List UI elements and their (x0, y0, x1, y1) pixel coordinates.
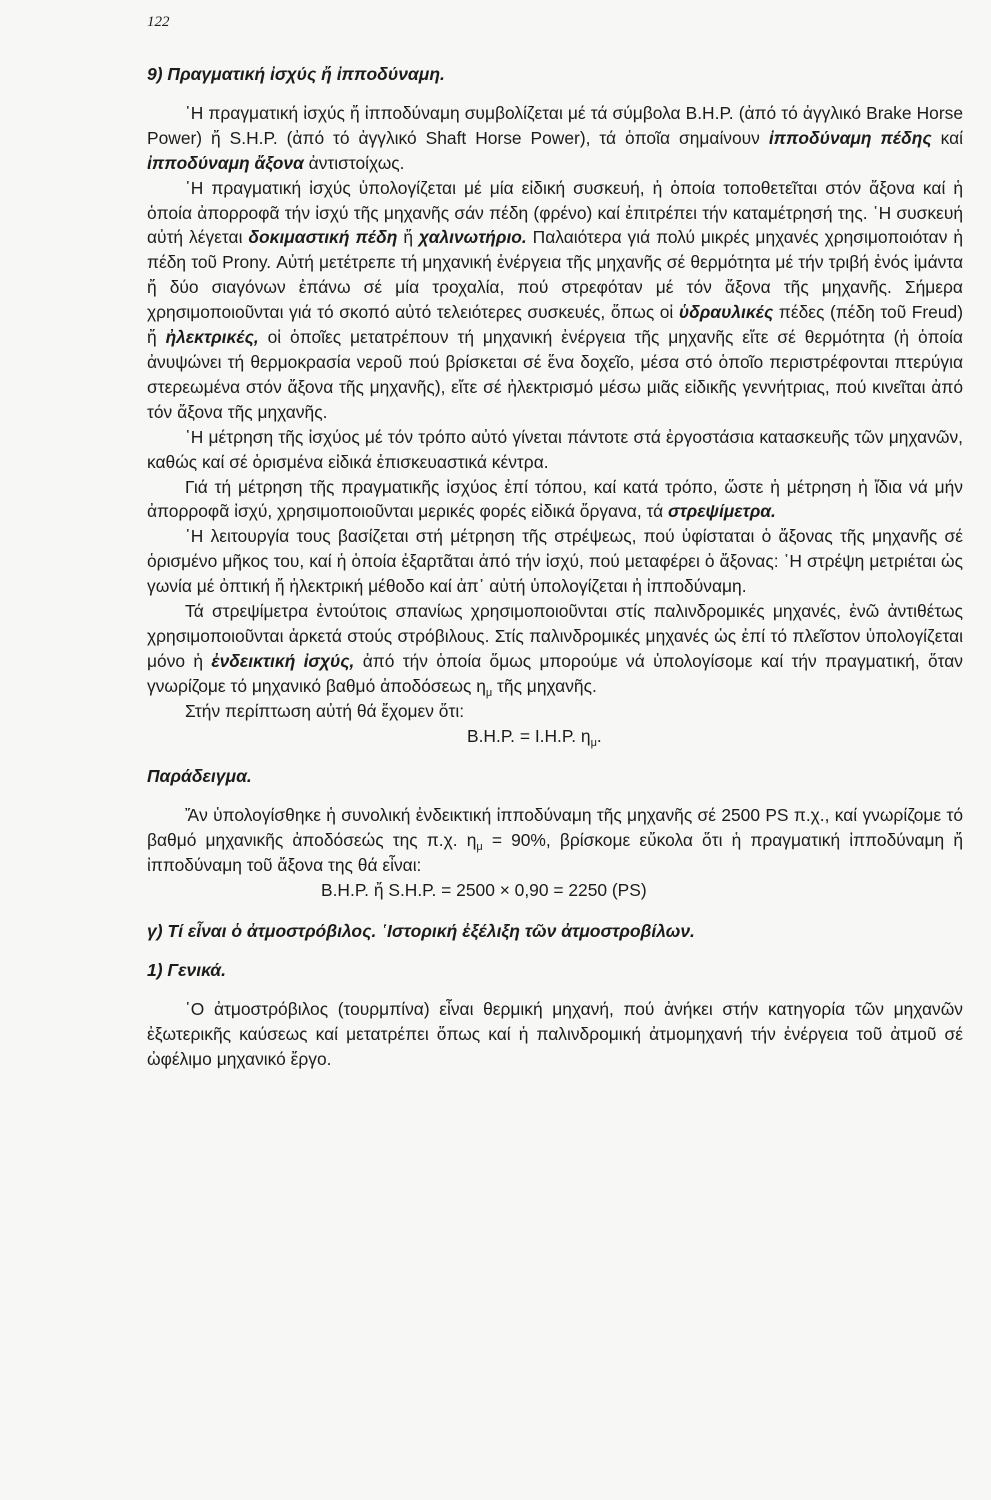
paragraph-torsion-operation: ῾Η λειτουργία τους βασίζεται στή μέτρηση τῆς στρέψεως, πού ὑφίσταται ὁ ἄξονας τῆς μηχανῆς σέ ὁρισμένο μῆκος του, καί ἡ ὁποία ἐξαρτᾶται ἀπό τήν ἰσχύ, πού μεταφέρει ὁ ἄξονας: ῾Η στρέψη μετριέται ὡς γωνία μέ ὀπτική ἤ ἠλεκτρική μέθοδο καί ἀπ᾽ αὐτή ὑπολογίζεται ἡ ἰπποδύναμη. (147, 526, 963, 597)
paragraph-steam-turbine-definition: ῾Ο ἀτμοστρόβιλος (τουρμπίνα) εἶναι θερμική μηχανή, πού ἀνήκει στήν κατηγορία τῶν μηχανῶν ἐξωτερικῆς καύσεως καί μετατρέπει ὅπως καί ἡ παλινδρομική ἀτμομηχανή τήν ἐνέργεια τοῦ ἀτμοῦ σέ ὠφέλιμο μηχανικό ἔργο. (147, 998, 963, 1069)
term-indicated-power: ἐνδεικτική ἰσχύς, (211, 650, 355, 671)
term-shaft-power: ἰπποδύναμη ἄξονα (147, 152, 304, 173)
section-heading-real-power: 9) Πραγματική ἰσχύς ἤ ἰπποδύναμη. (147, 64, 445, 84)
paragraph-measurement-location: ῾Η μέτρηση τῆς ἰσχύος μέ τόν τρόπο αὐτό γίνεται πάντοτε στά ἐργοστάσια κατασκευῆς τῶν μηχανῶν, καθώς καί σέ ὁρισμένα εἰδικά ἐπισκευαστικά κέντρα. (147, 426, 963, 472)
page-body (147, 62, 963, 1072)
term-test-brake: δοκιμαστική πέδη (248, 227, 398, 248)
subsection-heading-general: 1) Γενικά. (147, 959, 227, 980)
term-torsionmeters: στρεψίμετρα. (668, 501, 776, 522)
formula-bhp: B.H.P. = I.H.P. $\eta_\mu$. (467, 725, 602, 749)
term-hydraulic: ὑδραυλικές (678, 302, 774, 323)
paragraph-formula-intro: Στήν περίπτωση αὐτή θά ἔχομεν ὅτι: (185, 700, 465, 721)
paragraph-torsionmeters: Γιά τή μέτρηση τῆς πραγματικῆς ἰσχύος ἐπί τόπου, καί κατά τρόπο, ὥστε ἡ μέτρηση ἡ ἴδια νά μήν ἀπορροφᾶ ἰσχύ, χρησιμοποιοῦνται μερικές φορές εἰδικά ὄργανα, τά στρεψίμετρα. (147, 476, 963, 522)
example-heading: Παράδειγμα. (147, 766, 252, 787)
paragraph-dynamometer: ῾Η πραγματική ἰσχύς ὑπολογίζεται μέ μία εἰδική συσκευή, ἡ ὁποία τοποθετεῖται στόν ἄξονα καί ἡ ὁποία ἀπορροφᾶ τήν ἰσχύ τῆς μηχανῆς σάν πέδη (φρένο) καί ἐπιτρέπει τήν καταμέτρησή της. ῾Η συσκευή αὐτή λέγεται δοκιμαστική πέδη ἤ χαλινωτήριο. Παλαιότερα γιά πολύ μικρές μηχανές χρησιμοποιόταν ἡ πέδη τοῦ Prony. Αὐτή μετέτρεπε τή μηχανική ἐνέργεια τῆς μηχανῆς σέ θερμότητα μέ τήν τριβή ἑνός ἱμάντα ἤ δύο σιαγόνων ἐπάνω σέ μία τροχαλία, πού στρεφόταν μέ τόν ἄξονα τῆς μηχανῆς. Σήμερα χρησιμοποιοῦνται γιά τό σκοπό αὐτό τελειότερες συσκευές, ὅπως οἱ ὑδραυλικές πέδες (πέδη τοῦ Freud) ἤ ἠλεκτρικές, οἱ ὁποῖες μετατρέπουν τή μηχανική ἐνέργεια τῆς μηχανῆς εἴτε σέ θερμότητα (ἡ ὁποία ἀνυψώνει τή θερμοκρασία νεροῦ πού βρίσκεται σέ ἕνα δοχεῖο, μέσα στό ὁποῖο περιστρέφονται πτερύγια στερεωμένα στόν ἄξονα τῆς μηχανῆς), εἴτε σέ ἠλεκτρισμό μέσω μιᾶς εἰδικῆς γεννήτριας, πού κινεῖται ἀπό τόν ἄξονα τῆς μηχανῆς. (147, 177, 963, 422)
paragraph-example: Ἄν ὑπολογίσθηκε ἡ συνολική ἐνδεικτική ἰπποδύναμη τῆς μηχανῆς σέ 2500 PS π.χ., καί γνωρίζομε τό βαθμό μηχανικῆς ἀποδόσεώς της π.χ. $\eta_\mu = 90\%$, βρίσκομε εὔκολα ὅτι ἡ πραγματική ἰπποδύναμη ἤ ἰπποδύναμη τοῦ ἄξονα της θά εἶναι: (147, 805, 963, 876)
paragraph-bhp-definition: ῾Η πραγματική ἰσχύς ἤ ἰπποδύναμη συμβολίζεται μέ τά σύμβολα B.H.P. (ἀπό τό ἀγγλικό Brake Horse Power) ἤ S.H.P. (ἀπό τό ἀγγλικό Shaft Horse Power), τά ὁποῖα σημαίνουν ἰπποδύναμη πέδης καί ἰπποδύναμη ἄξονα ἀντιστοίχως. (147, 102, 964, 173)
page-number: 122 (147, 14, 170, 30)
term-dynamometer: χαλινωτήριο. (418, 227, 527, 248)
term-electric: ἠλεκτρικές, (165, 327, 259, 348)
paragraph-indicated-power: Τά στρεψίμετρα ἐντούτοις σπανίως χρησιμοποιοῦνται στίς παλινδρομικές μηχανές, ἐνῶ ἀντιθέτως χρησιμοποιοῦνται ἀρκετά στούς στρόβιλους. Στίς παλινδρομικές μηχανές ὡς ἐπί τό πλεῖστον ὑπολογίζεται μόνο ἡ ἐνδεικτική ἰσχύς, ἀπό τήν ὁποία ὅμως μπορούμε νά ὑπολογίσομε καί τήν πραγματική, ὅταν γνωρίζομε τό μηχανικό βαθμό ἀποδόσεως $\eta_\mu$ τῆς μηχανῆς. (147, 601, 963, 699)
section-heading-steam-turbine: γ) Τί εἶναι ὁ ἀτμοστρόβιλος. ῾Ιστορική ἐξέλιξη τῶν ἀτμοστροβίλων. (147, 921, 695, 941)
term-brake-power: ἰπποδύναμη πέδης (768, 127, 932, 148)
formula-example-result: B.H.P. ἤ S.H.P. = 2500 × 0,90 = 2250 (PS) (321, 880, 647, 901)
